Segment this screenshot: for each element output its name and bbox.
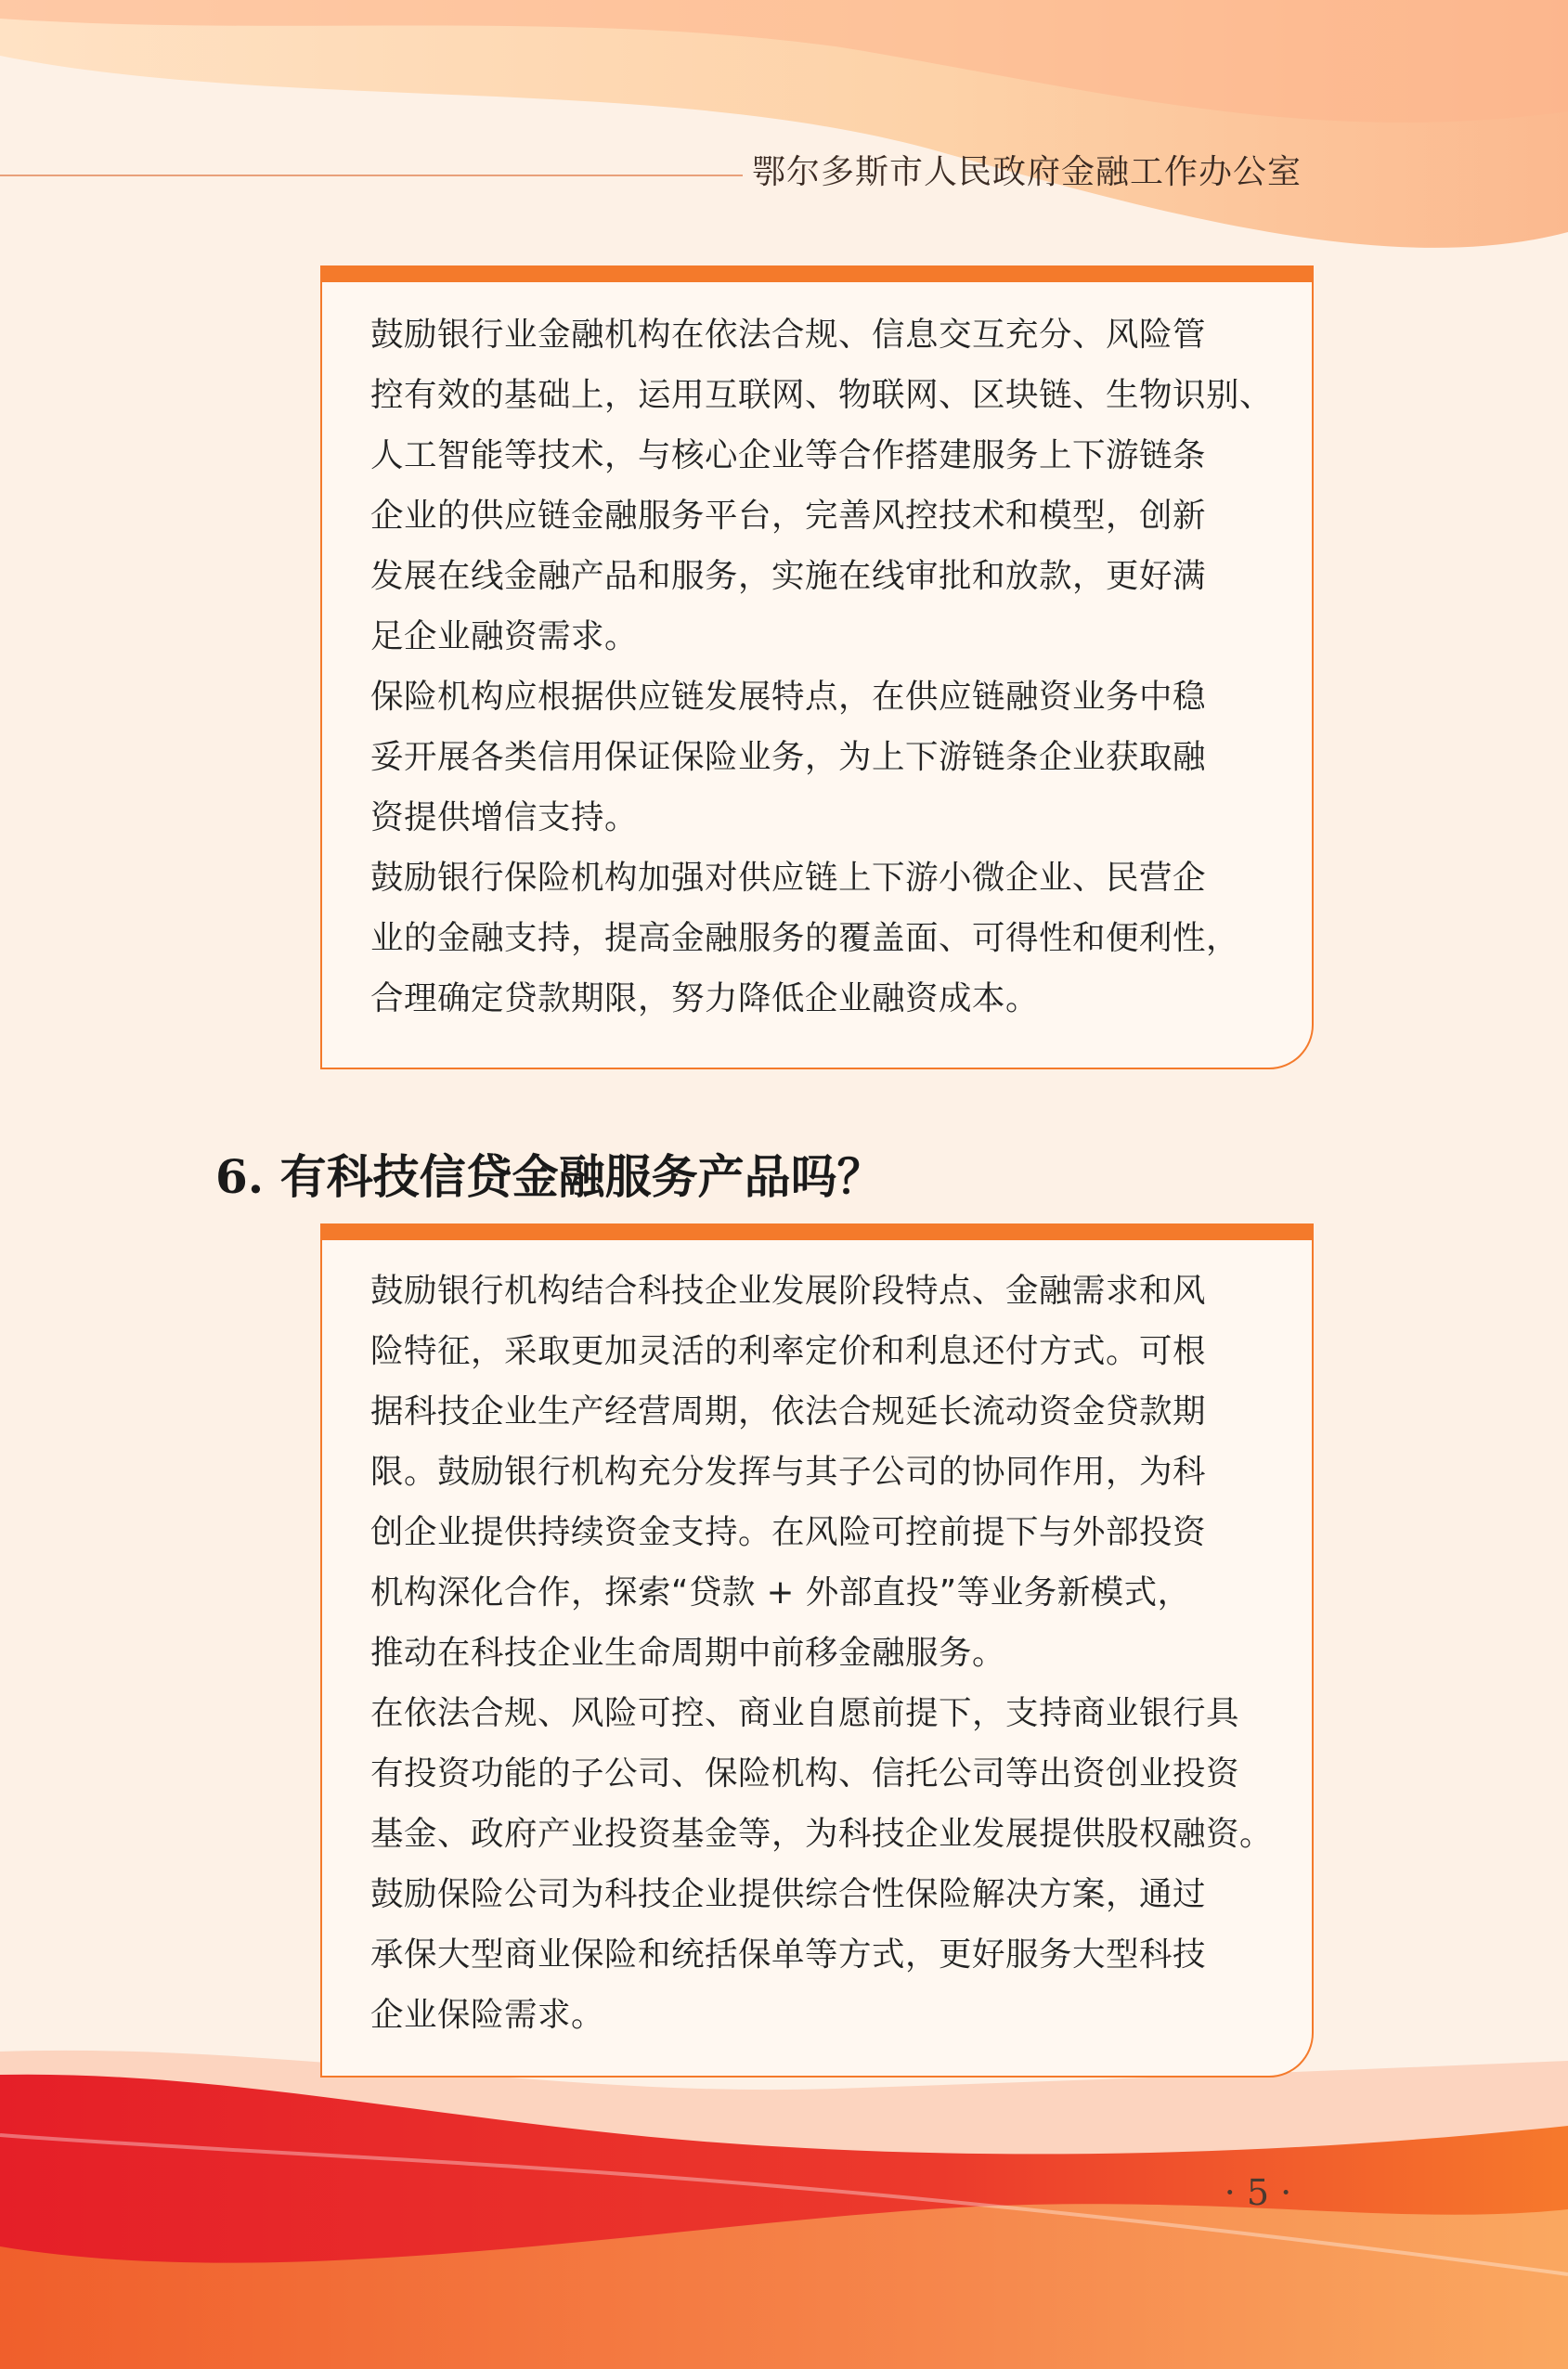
card-top-bar [320,1223,1314,1240]
section-heading: 6. 有科技信贷金融服务产品吗？ [215,1149,884,1204]
card-paragraph: 在依法合规、风险可控、商业自愿前提下，支持商业银行具 有投资功能的子公司、保险机构、信托公司等出资创业投资 基金、政府产业投资基金等，为科技企业发展提供股权融资。 [370,1694,1274,1853]
page-number: · 5 · [1224,2172,1292,2213]
header-title: 鄂尔多斯市人民政府金融工作办公室 [752,153,1302,191]
card-paragraph: 鼓励银行业金融机构在依法合规、信息交互充分、风险管 控有效的基础上，运用互联网、物联网、区块链、生物识别、 人工智能等技术，与核心企业等合作搭建服务上下游链条 企业的供应链金融服务平台，完善风控技术和模型，创新 发展在线金融产品和服务，实施在线审批和放款，更好满 足企业融资需求。 [370,316,1274,655]
card-paragraph: 鼓励银行机构结合科技企业发展阶段特点、金融需求和风 险特征，采取更加灵活的利率定价和利息还付方式。可根 据科技企业生产经营周期，依法合规延长流动资金贷款期 限。鼓励银行机构充分发挥与其子公司的协同作用，为科 创企业提供持续资金支持。在风险可控前提下与外部投资 机构深化合作，探索“贷款 + 外部直投”等业务新模式， 推动在科技企业生命周期中前移金融服务。 [370,1272,1207,1672]
card-paragraph: 鼓励银行保险机构加强对供应链上下游小微企业、民营企 业的金融支持，提高金融服务的覆盖面、可得性和便利性， 合理确定贷款期限，努力降低企业融资成本。 [370,859,1240,1017]
header-rule [0,175,743,176]
card-body [370,1261,1275,2045]
card-paragraph: 保险机构应根据供应链发展特点，在供应链融资业务中稳 妥开展各类信用保证保险业务，为上下游链条企业获取融 资提供增信支持。 [370,678,1207,836]
card-top-bar [320,265,1314,282]
card-body [370,304,1275,1029]
info-card-supply-chain [320,265,1314,1069]
card-paragraph: 鼓励保险公司为科技企业提供综合性保险解决方案，通过 承保大型商业保险和统括保单等方式，更好服务大型科技 企业保险需求。 [370,1875,1207,2034]
info-card-tech-credit [320,1223,1314,2078]
